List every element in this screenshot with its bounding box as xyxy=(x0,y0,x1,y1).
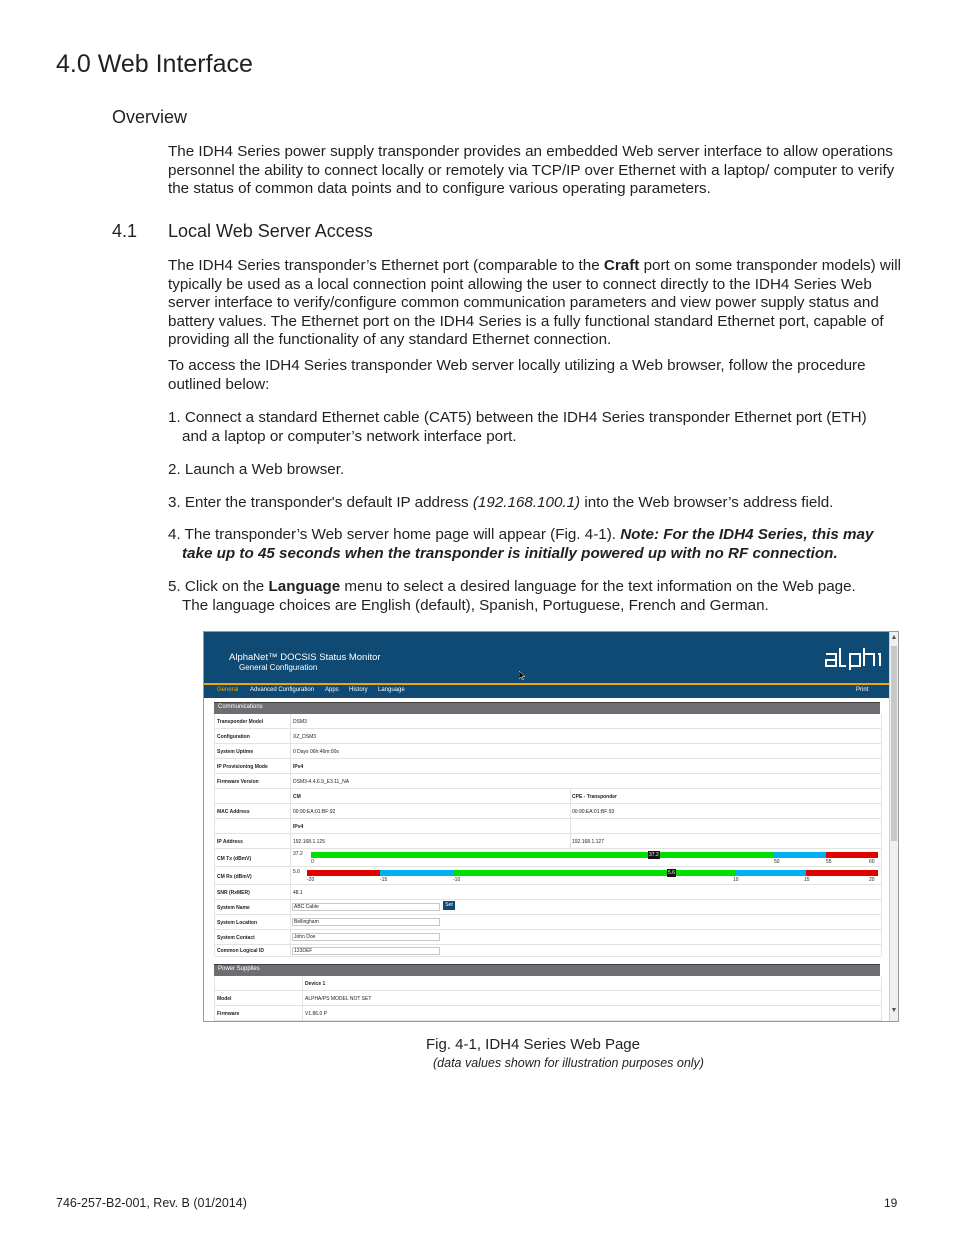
system-name-input[interactable]: ABC Cable xyxy=(292,903,440,911)
table-row: IP Provisioning Mode IPv4 xyxy=(215,759,881,774)
web-page-screenshot xyxy=(203,631,899,1022)
section-heading: Local Web Server Access xyxy=(168,221,373,241)
table-row: Firmware V1.86.0 P xyxy=(215,1006,881,1021)
table-row: Configuration XZ_DSM3 xyxy=(215,729,881,744)
table-row: IPv4 xyxy=(215,819,881,834)
table-row: CM Tx (dBmV) 37.2 37.2 0 50 55 60 xyxy=(215,849,881,867)
system-location-input[interactable]: Bellingham xyxy=(292,918,440,926)
scrollbar[interactable] xyxy=(889,632,898,1021)
scroll-up-icon[interactable]: ▲ xyxy=(890,634,898,641)
nav-advanced-configuration[interactable]: Advanced Configuration xyxy=(250,687,315,693)
cmrx-blue-band-low xyxy=(380,870,453,876)
step-5: 5. Click on the Language menu to select a desired language for the text information on the Web page. The language choices are English (default), Spanish, Portuguese, French and German. xyxy=(168,578,856,614)
cursor-icon xyxy=(519,671,525,680)
cmrx-blue-band-high xyxy=(735,870,806,876)
table-row: CM CPE - Transponder xyxy=(215,789,881,804)
nav-language[interactable]: Language xyxy=(378,687,405,693)
app-title: AlphaNet™ DOCSIS Status Monitor xyxy=(229,652,381,663)
nav-history[interactable]: History xyxy=(349,687,368,693)
procedure-intro: To access the IDH4 Series transponder Web server locally utilizing a Web browser, follow the procedure outlined below: xyxy=(168,357,866,393)
communications-table xyxy=(214,714,882,956)
alpha-logo-icon xyxy=(824,644,882,670)
cmtx-marker: 37.2 xyxy=(649,852,659,858)
table-row: MAC Address 00:90:EA:01:BF:92 00:90:EA:01:BF:93 xyxy=(215,804,881,819)
nav-apps[interactable]: Apps xyxy=(325,687,339,693)
step-3: 3. Enter the transponder's default IP address (192.168.100.1) into the Web browser’s address field. xyxy=(168,494,834,511)
set-button[interactable]: Set xyxy=(443,901,455,910)
figure-caption-note: (data values shown for illustration purposes only) xyxy=(433,1056,704,1070)
table-row: Firmware Version DSM3-4.4.6.9_E3.11_NA xyxy=(215,774,881,789)
power-supplies-table xyxy=(214,976,882,1021)
table-row: System Name ABC Cable Set xyxy=(215,900,881,915)
table-row: CM Rx (dBmV) 5.6 5.6 -20 -15 -10 10 15 20 xyxy=(215,867,881,885)
nav-general[interactable]: General xyxy=(217,687,239,693)
cmrx-marker: 5.6 xyxy=(668,870,675,876)
section-number: 4.1 xyxy=(112,221,138,241)
page-title: 4.0 Web Interface xyxy=(56,50,253,78)
common-logical-id-input[interactable]: 123DEF xyxy=(292,947,440,955)
system-contact-input[interactable]: John Doe xyxy=(292,933,440,941)
cmtx-blue-band xyxy=(774,852,826,858)
table-row: Common Logical ID 123DEF xyxy=(215,945,881,957)
step-1: 1. Connect a standard Ethernet cable (CAT5) between the IDH4 Series transponder Ethernet port (ETH) and a laptop or computer’s network interface port. xyxy=(168,409,867,445)
nav-print[interactable]: Print xyxy=(856,687,869,693)
power-supplies-section-bar: Power Supplies xyxy=(214,964,880,976)
table-row: SNR (RxMER) 48.1 xyxy=(215,885,881,900)
footer-page-number: 19 xyxy=(884,1196,898,1210)
table-row: Transponder Model DSM3 xyxy=(215,714,881,729)
app-subtitle: General Configuration xyxy=(239,663,318,672)
cmrx-red-band-high xyxy=(806,870,878,876)
scroll-thumb[interactable] xyxy=(891,646,897,841)
cmrx-green-band xyxy=(453,870,735,876)
nav-bar xyxy=(204,683,890,698)
overview-paragraph: The IDH4 Series power supply transponder provides an embedded Web server interface to allow operations personnel the ability to connect locally or remotely via TCP/IP over Ethernet with a laptop/ computer to verify the status of common data points and to configure various operating parameters. xyxy=(168,143,895,198)
communications-section-bar: Communications xyxy=(214,702,880,714)
footer-document-number: 746-257-B2-001, Rev. B (01/2014) xyxy=(56,1196,247,1210)
step-2: 2. Launch a Web browser. xyxy=(168,461,345,478)
cmtx-red-band xyxy=(826,852,878,858)
table-row: System Contact John Doe xyxy=(215,930,881,945)
table-row: Device 1 xyxy=(215,976,881,991)
figure-caption: Fig. 4-1, IDH4 Series Web Page xyxy=(426,1036,640,1053)
step-4: 4. The transponder’s Web server home page will appear (Fig. 4-1). Note: For the IDH4 Series, this may take up to 45 seconds when the transponder is initially powered up with no RF connection. xyxy=(168,526,874,562)
table-row: System Location Bellingham xyxy=(215,915,881,930)
access-paragraph: The IDH4 Series transponder’s Ethernet port (comparable to the Craft port on some transponder models) will typically be used as a local connection point allowing the user to connect directly to the IDH4 Series Web server interface to verify/configure common communication parameters and view power supply status and battery values. The Ethernet port on the IDH4 Series is a fully functional standard Ethernet port, capable of providing all the functionality of any standard Ethernet connection. xyxy=(168,257,902,349)
craft-term: Craft xyxy=(603,257,640,274)
table-row: System Uptime 0 Days 06h:46m:00s xyxy=(215,744,881,759)
overview-heading: Overview xyxy=(112,107,188,127)
table-row: Model ALPHA/PS MODEL NOT SET xyxy=(215,991,881,1006)
cmtx-green-band xyxy=(311,852,774,858)
table-row: IP Address 192.168.1.125 192.168.1.127 xyxy=(215,834,881,849)
app-header xyxy=(204,632,890,683)
scroll-down-icon[interactable]: ▼ xyxy=(890,1007,898,1014)
cmrx-red-band-low xyxy=(307,870,380,876)
